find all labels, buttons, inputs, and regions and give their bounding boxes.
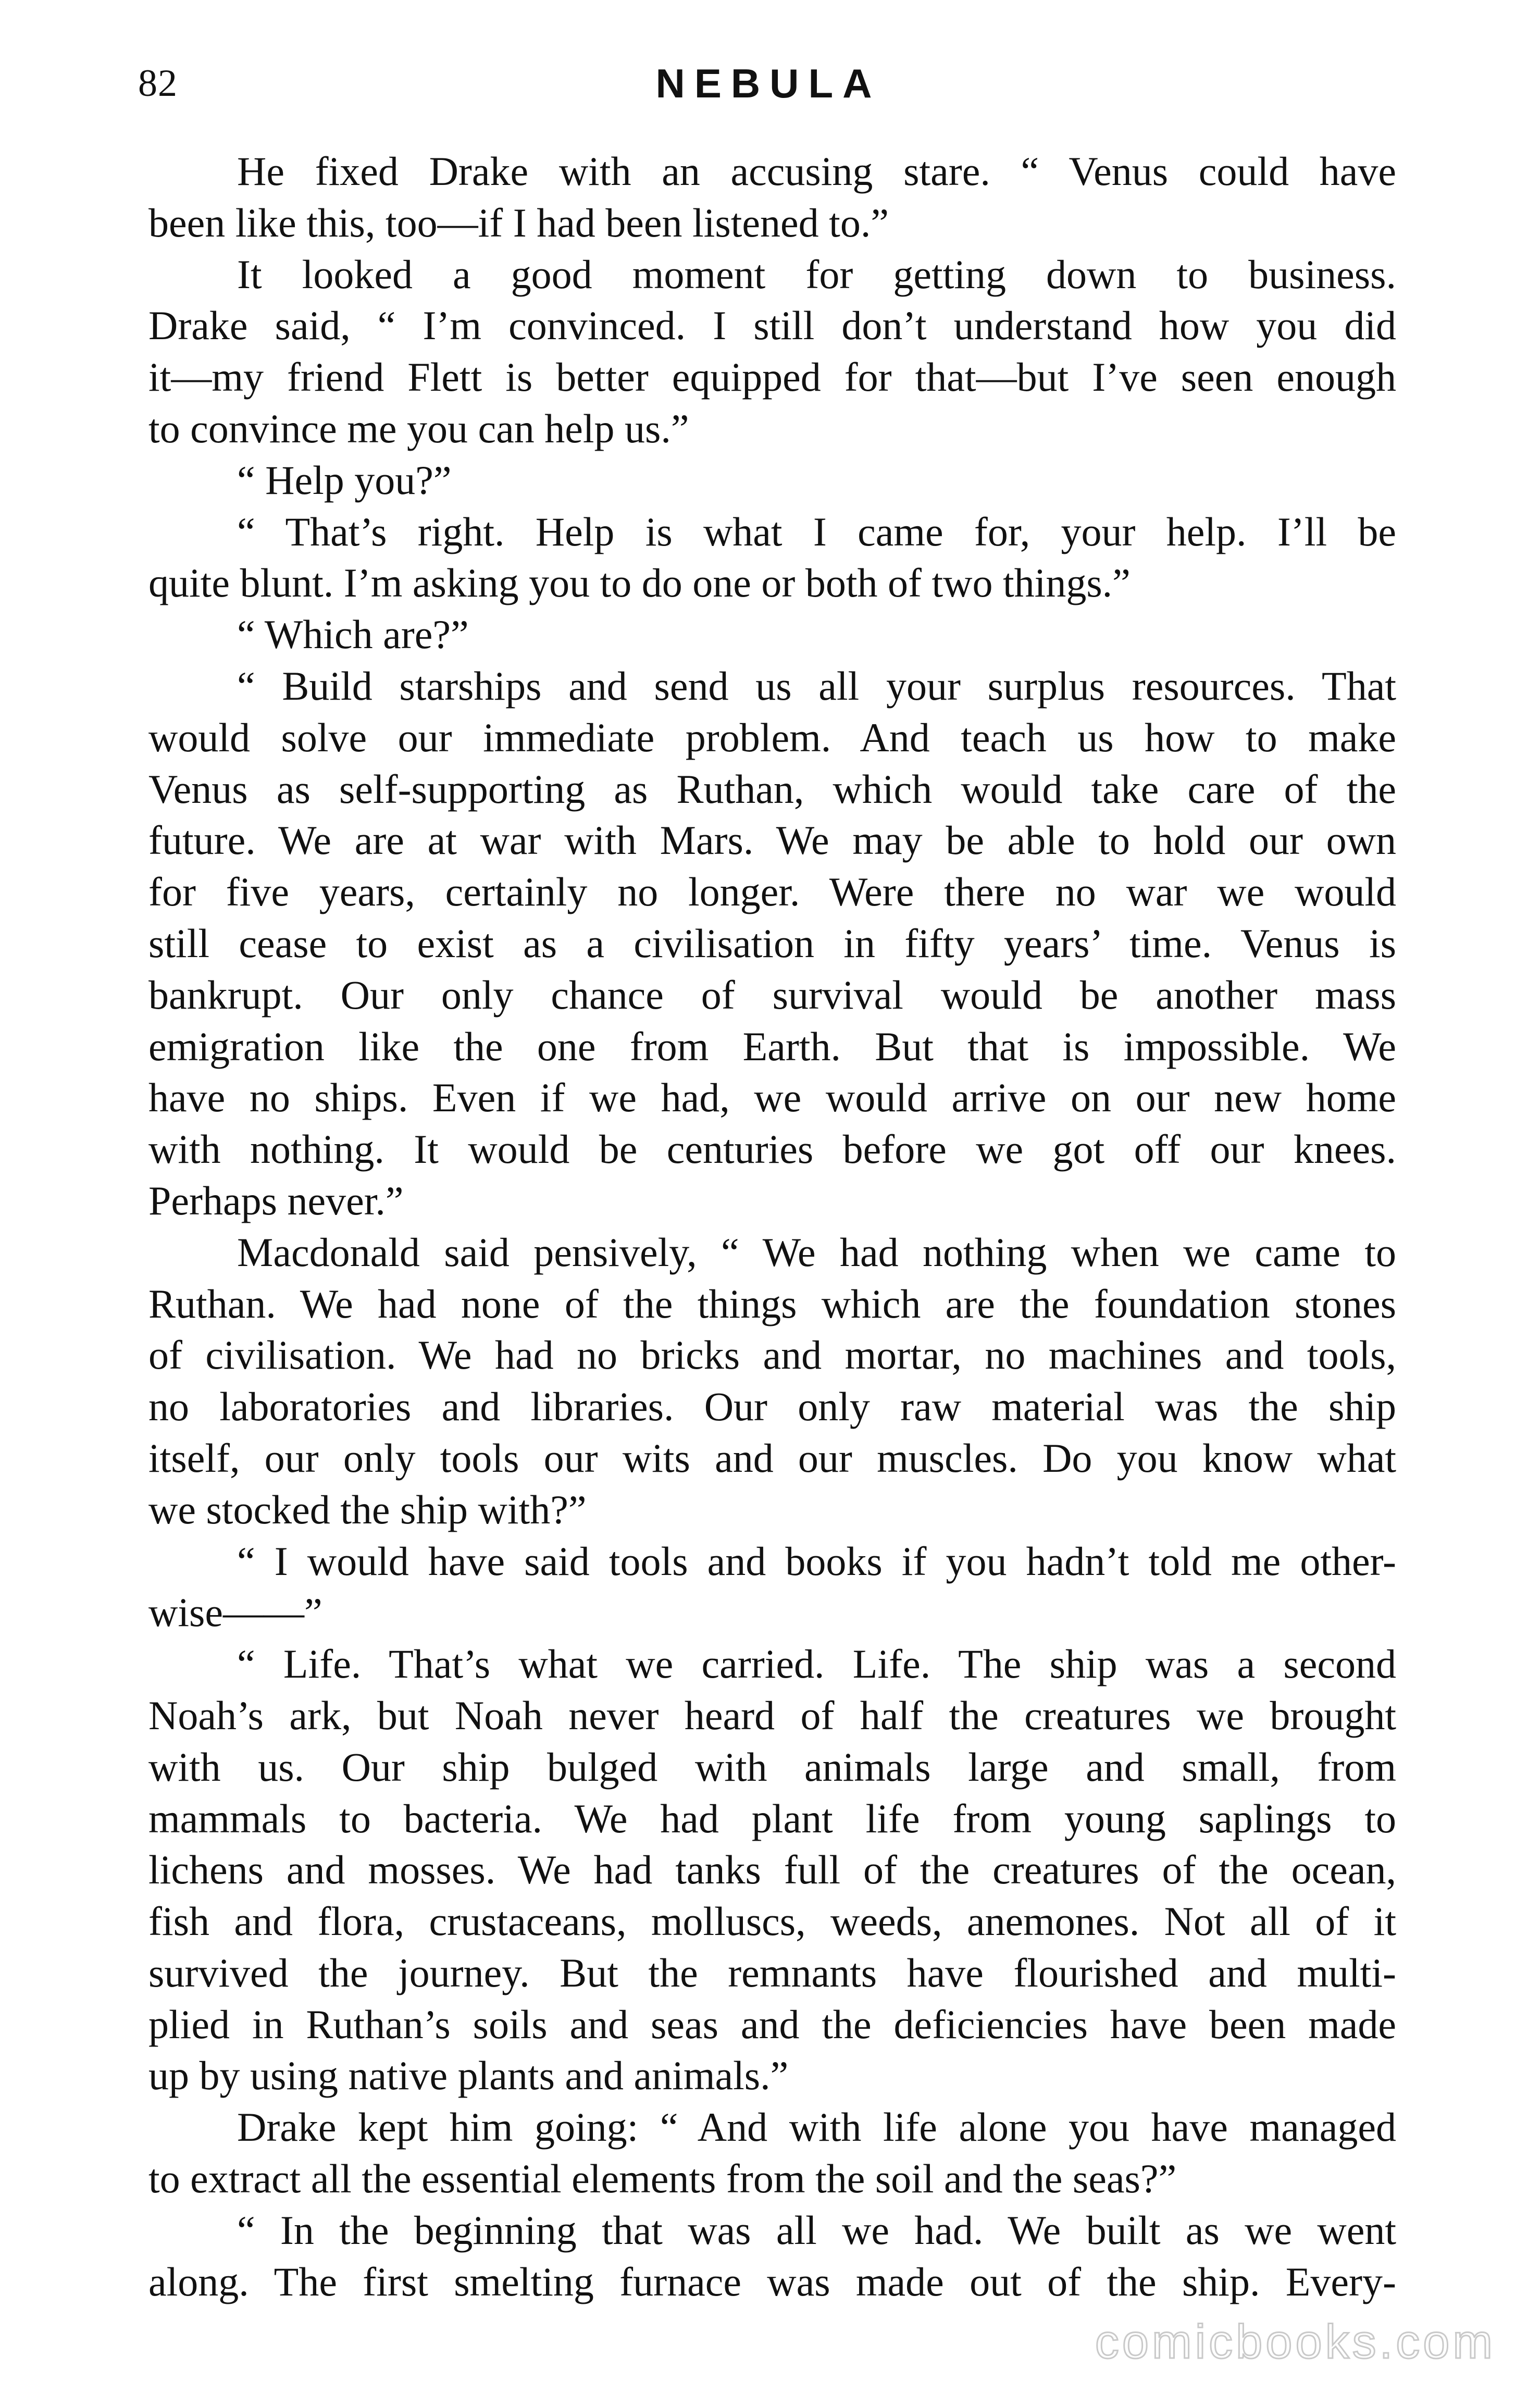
text-line: It looked a good moment for getting down to business.: [237, 251, 1396, 297]
text-line: it—my friend Flett is better equipped for that—but I’ve seen enough: [148, 354, 1396, 400]
text-line: “ I would have said tools and books if you hadn’t told me other-: [237, 1538, 1396, 1584]
text-line: Venus as self-supporting as Ruthan, which would take care of the: [148, 766, 1396, 812]
text-line: Perhaps never.”: [148, 1177, 404, 1223]
text-line: to extract all the essential elements from the soil and the seas?”: [148, 2156, 1177, 2202]
text-line: itself, our only tools our wits and our muscles. Do you know what: [148, 1435, 1396, 1481]
text-line: with us. Our ship bulged with animals large and small, from: [148, 1744, 1396, 1790]
text-line: Drake kept him going: “ And with life alone you have managed: [237, 2104, 1396, 2150]
text-line: no laboratories and libraries. Our only raw material was the ship: [148, 1384, 1396, 1430]
text-line: quite blunt. I’m asking you to do one or both of two things.”: [148, 560, 1131, 606]
text-line: lichens and mosses. We had tanks full of the creatures of the ocean,: [148, 1847, 1396, 1893]
text-line: plied in Ruthan’s soils and seas and the deficiencies have been made: [148, 2001, 1396, 2047]
text-line: along. The first smelting furnace was made out of the ship. Every-: [148, 2259, 1396, 2304]
text-line: we stocked the ship with?”: [148, 1486, 587, 1532]
text-line: “ That’s right. Help is what I came for, your help. I’ll be: [237, 508, 1396, 554]
text-line: to convince me you can help us.”: [148, 405, 689, 451]
running-head-title: NEBULA: [655, 60, 881, 106]
text-line: fish and flora, crustaceans, molluscs, weeds, anemones. Not all of it: [148, 1899, 1396, 1944]
text-line: Drake said, “ I’m convinced. I still don’t understand how you did: [148, 303, 1396, 349]
text-line: still cease to exist as a civilisation in fifty years’ time. Venus is: [148, 920, 1396, 966]
text-line: “ In the beginning that was all we had. We built as we went: [237, 2207, 1396, 2253]
text-line: of civilisation. We had no bricks and mortar, no machines and tools,: [148, 1332, 1396, 1378]
text-line: “ Which are?”: [237, 612, 469, 657]
text-line: “ Life. That’s what we carried. Life. The ship was a second: [237, 1641, 1396, 1687]
text-line: “ Help you?”: [237, 457, 452, 503]
text-line: Noah’s ark, but Noah never heard of half the creatures we brought: [148, 1692, 1396, 1738]
text-line: have no ships. Even if we had, we would arrive on our new home: [148, 1075, 1396, 1121]
text-line: emigration like the one from Earth. But that is impossible. We: [148, 1023, 1396, 1069]
text-line: Macdonald said pensively, “ We had nothing when we came to: [237, 1229, 1396, 1275]
text-line: “ Build starships and send us all your surplus resources. That: [237, 663, 1396, 709]
text-line: would solve our immediate problem. And teach us how to make: [148, 714, 1396, 760]
page-number: 82: [138, 62, 178, 105]
text-line: survived the journey. But the remnants have flourished and multi-: [148, 1950, 1396, 1995]
text-line: He fixed Drake with an accusing stare. “ Venus could have: [237, 148, 1396, 194]
text-line: bankrupt. Our only chance of survival would be another mass: [148, 972, 1396, 1018]
text-line: with nothing. It would be centuries before we got off our knees.: [148, 1126, 1396, 1172]
body-text: [148, 146, 1396, 2307]
text-line: mammals to bacteria. We had plant life from young saplings to: [148, 1795, 1396, 1841]
text-line: future. We are at war with Mars. We may be able to hold our own: [148, 817, 1396, 863]
watermark-text: comicbooks.com: [1095, 2315, 1496, 2368]
text-line: been like this, too—if I had been listened to.”: [148, 200, 889, 245]
text-line: for five years, certainly no longer. Were there no war we would: [148, 869, 1396, 915]
text-line: up by using native plants and animals.”: [148, 2053, 789, 2099]
text-line: Ruthan. We had none of the things which are the foundation stones: [148, 1281, 1396, 1326]
text-line: wise——”: [148, 1590, 322, 1635]
page-header: [138, 55, 1399, 112]
